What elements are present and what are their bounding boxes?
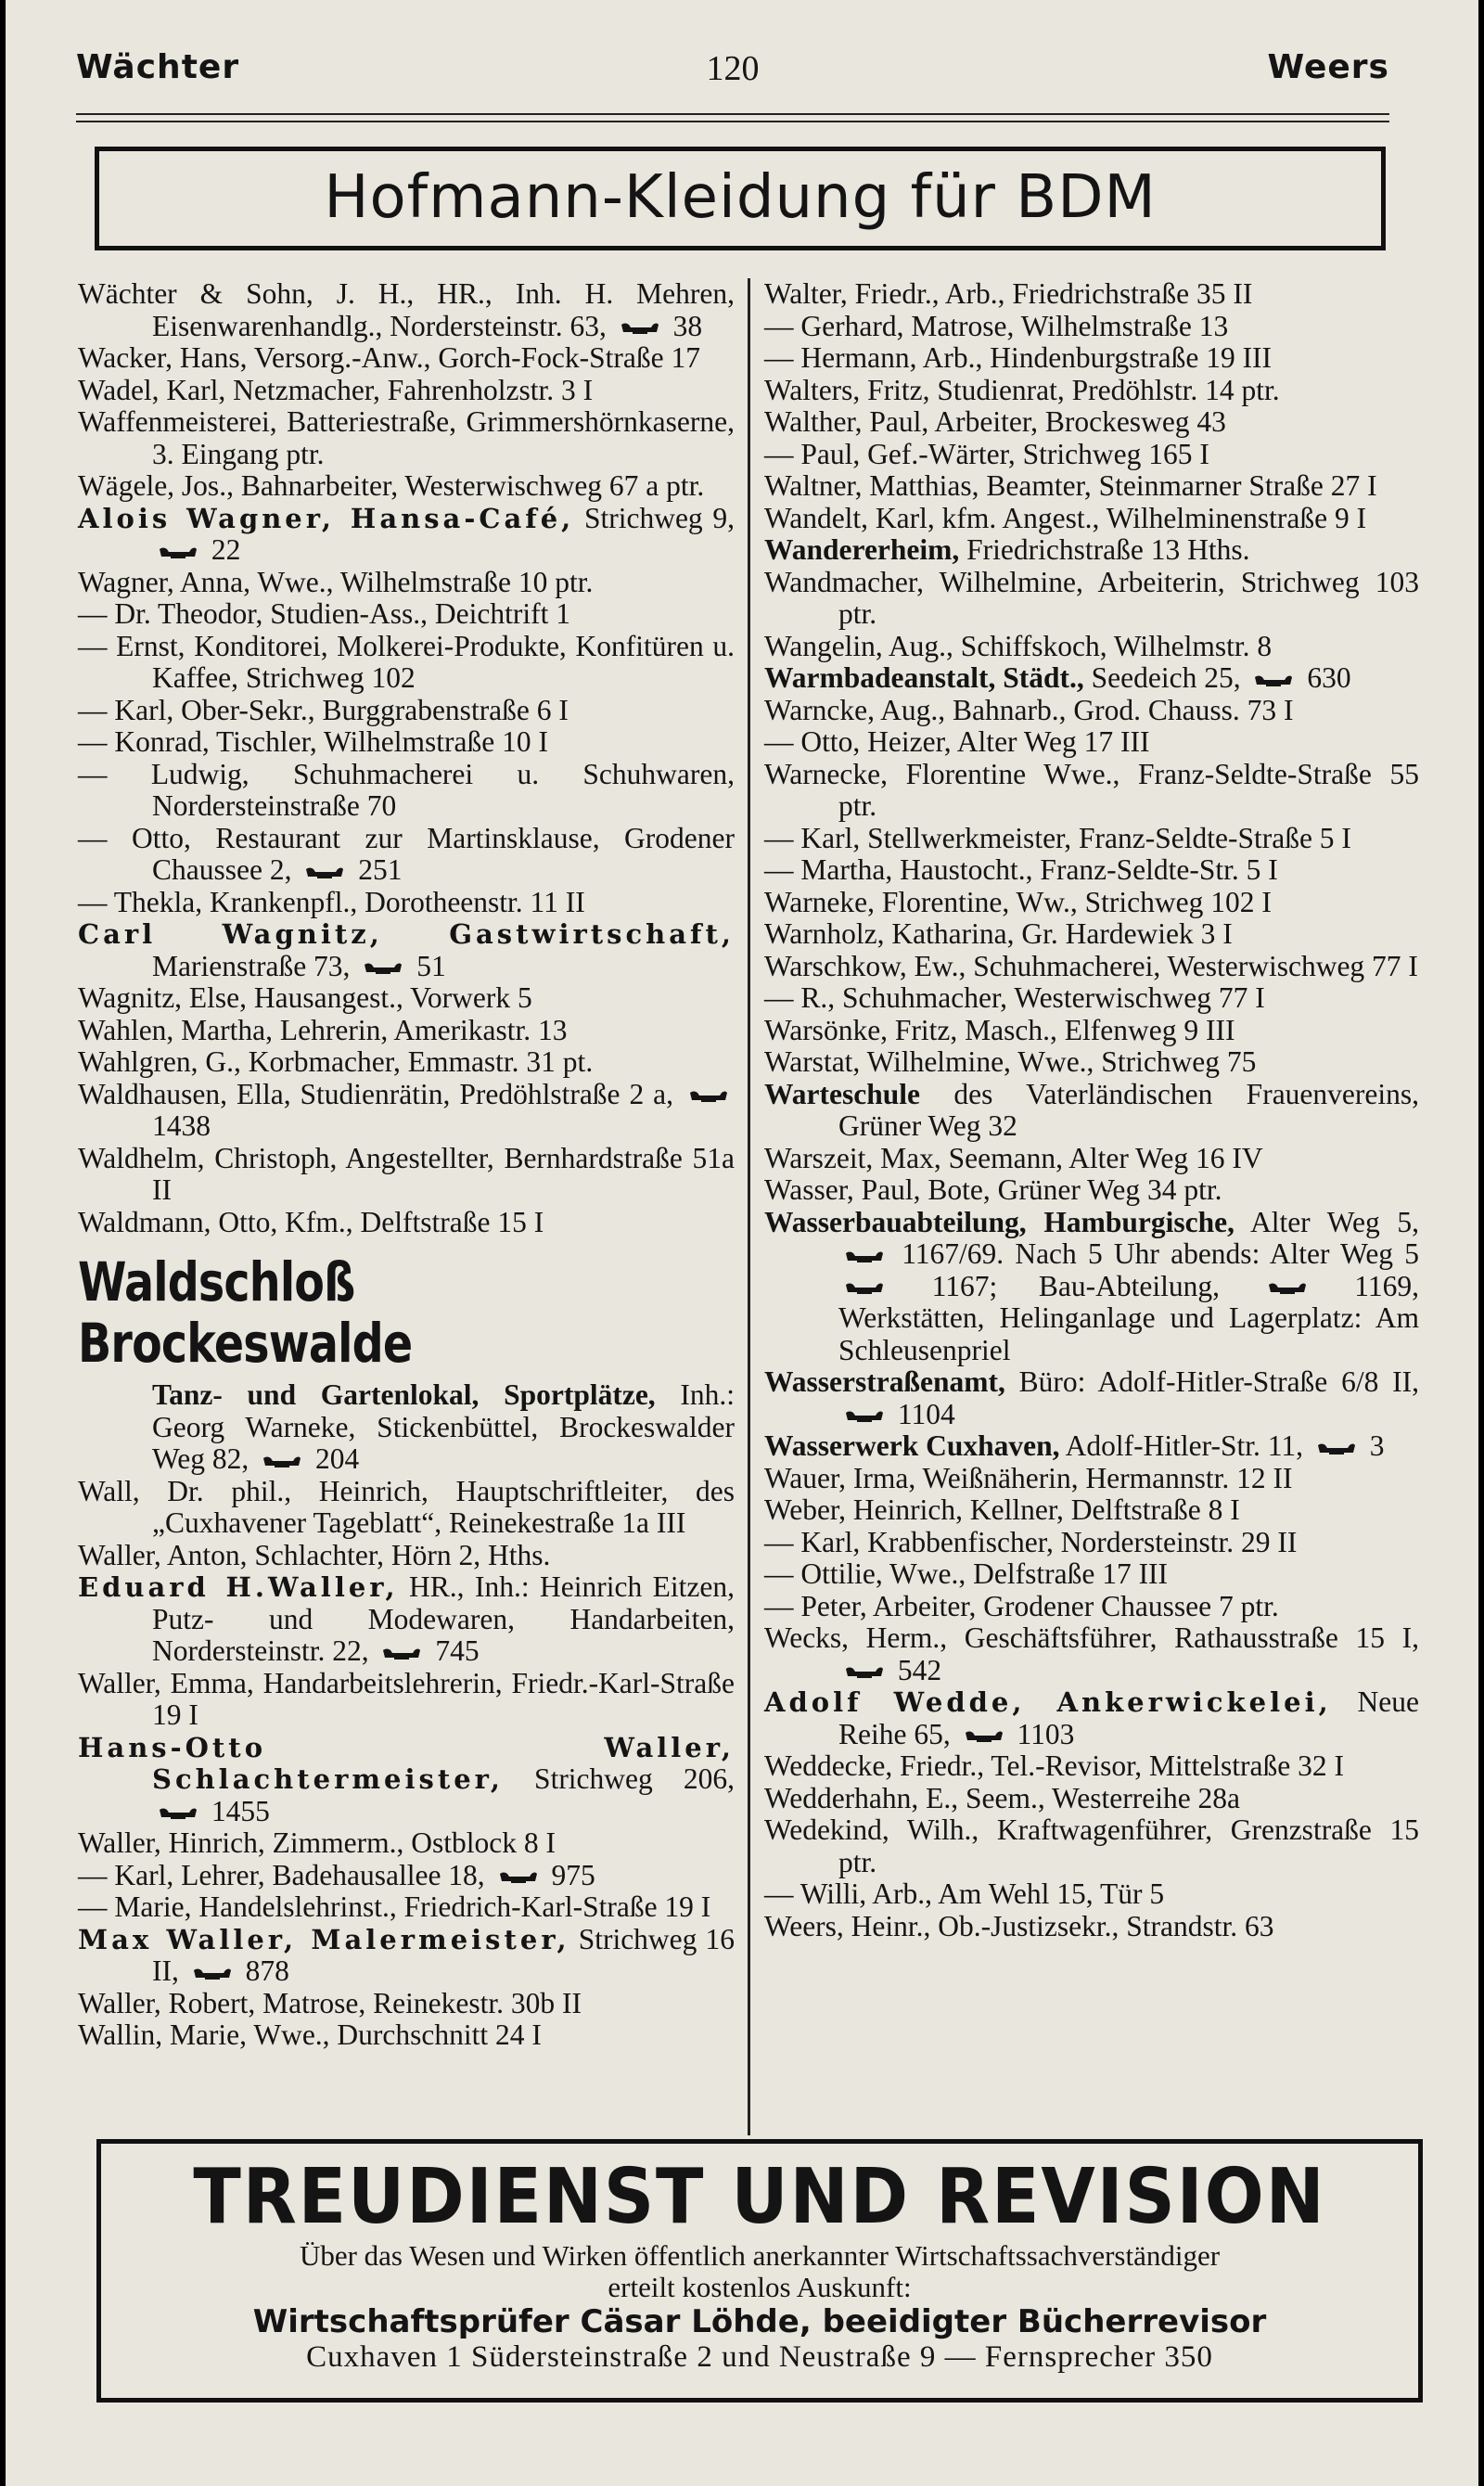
directory-entry: [764, 534, 1419, 567]
entry-text: — Karl, Krabbenfischer, Nordersteinstr. 29 II: [764, 1525, 1298, 1558]
entry-text: Wägele, Jos., Bahnarbeiter, Westerwischweg 67 a ptr.: [78, 469, 705, 502]
entry-text: Adolf-Hitler-Str. 11, 3: [1065, 1429, 1385, 1462]
entry-text: Walters, Fritz, Studienrat, Predöhlstr. 14 ptr.: [764, 373, 1280, 406]
entry-text: Marienstraße 73, 51: [152, 949, 446, 982]
directory-entry: [78, 1827, 735, 1860]
entry-name: Hans-Otto Waller, Schlachtermeister,: [78, 1731, 735, 1795]
entry-text: Weddecke, Friedr., Tel.-Revisor, Mittelstraße 32 I: [764, 1749, 1345, 1782]
entry-text: HR., Inh.: Heinrich Eitzen, Putz- und Modewaren, Handarbeiten, Nordersteinstr. 22, 745: [152, 1570, 735, 1667]
telephone-icon: [381, 1647, 422, 1661]
entry-name: Wandererheim,: [764, 533, 960, 566]
telephone-icon: [844, 1409, 885, 1424]
telephone-icon: [363, 961, 403, 976]
entry-text: Waller, Emma, Handarbeitslehrerin, Friedr.-Karl-Straße 19 I: [78, 1666, 735, 1731]
directory-entry: [764, 375, 1419, 407]
telephone-icon: [844, 1281, 885, 1296]
telephone-icon: [1253, 673, 1294, 688]
entry-text: Warschkow, Ew., Schuhmacherei, Westerwischweg 77 I: [764, 949, 1418, 982]
directory-entry: [764, 695, 1419, 727]
entry-text: Waldmann, Otto, Kfm., Delftstraße 15 I: [78, 1205, 544, 1238]
directory-entry: [764, 631, 1419, 663]
page-header: [76, 48, 1389, 95]
directory-entry: [78, 823, 735, 887]
entry-name: Max Waller, Malermeister,: [78, 1923, 570, 1955]
directory-entry: [78, 1988, 735, 2020]
entry-text: — Ernst, Konditorei, Molkerei-Produkte, Konfitüren u. Kaffee, Strichweg 102: [78, 629, 735, 694]
entry-text: Wall, Dr. phil., Heinrich, Hauptschriftleiter, des „Cuxhavener Tageblatt“, Reinekestraße 1a III: [78, 1474, 735, 1539]
telephone-icon: [844, 1249, 885, 1264]
directory-entry: [764, 823, 1419, 855]
directory-entry: [78, 695, 735, 727]
entry-name: Wasserstraßenamt,: [764, 1365, 1005, 1398]
directory-entry: [78, 1046, 735, 1079]
directory-entry: [764, 1015, 1419, 1047]
entry-text: — Karl, Stellwerkmeister, Franz-Seldte-Straße 5 I: [764, 821, 1351, 854]
directory-page: [6, 0, 1478, 2486]
entry-text: — R., Schuhmacher, Westerwischweg 77 I: [764, 981, 1265, 1014]
entry-text: — Ludwig, Schuhmacherei u. Schuhwaren, Nordersteinstraße 70: [78, 757, 735, 822]
directory-entry: [764, 1591, 1419, 1623]
column-divider: [748, 278, 750, 2135]
entry-text: Warnholz, Katharina, Gr. Hardewiek 3 I: [764, 917, 1233, 950]
entry-text: Wallin, Marie, Wwe., Durchschnitt 24 I: [78, 2018, 542, 2051]
right-column: [764, 278, 1419, 1942]
entry-text: Waller, Hinrich, Zimmerm., Ostblock 8 I: [78, 1826, 556, 1859]
entry-text: — Hermann, Arb., Hindenburgstraße 19 III: [764, 341, 1273, 374]
directory-entry: [78, 631, 735, 695]
directory-entry: [78, 1379, 735, 1476]
entry-name: Eduard H.Waller,: [78, 1571, 399, 1603]
directory-entry: [78, 1732, 735, 1828]
directory-entry: [764, 1814, 1419, 1878]
directory-entry: [764, 567, 1419, 631]
directory-entry: [764, 470, 1419, 503]
directory-entry: [78, 1860, 735, 1892]
telephone-icon: [620, 321, 660, 336]
entry-text: Wecks, Herm., Geschäftsführer, Rathausstraße 15 I, 542: [764, 1621, 1419, 1686]
entry-text: Wagner, Anna, Wwe., Wilhelmstraße 10 ptr.: [78, 565, 594, 598]
entry-name: Wasserwerk Cuxhaven,: [764, 1429, 1060, 1462]
telephone-icon: [158, 545, 198, 560]
telephone-icon: [1267, 1281, 1308, 1296]
directory-entry: [78, 759, 735, 823]
entry-text: Walter, Friedr., Arb., Friedrichstraße 35 II: [764, 277, 1253, 310]
entry-text: Walther, Paul, Arbeiter, Brockesweg 43: [764, 405, 1226, 438]
directory-entry: [78, 726, 735, 759]
directory-entry: [78, 278, 735, 342]
entry-name: Warmbadeanstalt, Städt.,: [764, 661, 1084, 694]
entry-text: Wandelt, Karl, kfm. Angest., Wilhelminenstraße 9 I: [764, 501, 1367, 534]
directory-entry: [78, 406, 735, 470]
entry-name: Warteschule: [764, 1077, 920, 1110]
entry-text: Wacker, Hans, Versorg.-Anw., Gorch-Fock-Straße 17: [78, 341, 700, 374]
directory-entry: [764, 311, 1419, 343]
entry-text: Weber, Heinrich, Kellner, Delftstraße 8 I: [764, 1493, 1240, 1526]
entry-text: Wagnitz, Else, Hausangest., Vorwerk 5: [78, 981, 532, 1014]
entry-text: — Peter, Arbeiter, Grodener Chaussee 7 ptr.: [764, 1589, 1279, 1622]
directory-entry: [78, 342, 735, 375]
entry-text: — Ottilie, Wwe., Delfstraße 17 III: [764, 1557, 1169, 1590]
directory-entry: [764, 1207, 1419, 1367]
entry-text: Waltner, Matthias, Beamter, Steinmarner Straße 27 I: [764, 469, 1377, 502]
entry-text: — Thekla, Krankenpfl., Dorotheenstr. 11 II: [78, 885, 585, 918]
directory-entry: [764, 854, 1419, 887]
directory-entry: [764, 503, 1419, 535]
entry-name: Wasserbauabteilung, Hamburgische,: [764, 1205, 1235, 1238]
directory-entry: [78, 1015, 735, 1047]
directory-entry: [764, 278, 1419, 311]
bottom-advertisement: [96, 2139, 1423, 2403]
entry-text: Waldhelm, Christoph, Angestellter, Bernhardstraße 51a II: [78, 1141, 735, 1206]
entry-text: — Martha, Haustocht., Franz-Seldte-Str. 5 I: [764, 853, 1278, 886]
entry-text: Wandmacher, Wilhelmine, Arbeiterin, Strichweg 103 ptr.: [764, 565, 1419, 630]
entry-text: — Otto, Restaurant zur Martinsklause, Grodener Chaussee 2, 251: [78, 821, 735, 886]
directory-entry: [78, 1571, 735, 1668]
directory-entry: [764, 1046, 1419, 1079]
entry-text: Wedekind, Wilh., Kraftwagenführer, Grenzstraße 15 ptr.: [764, 1813, 1419, 1878]
entry-name: Adolf Wedde, Ankerwickelei,: [764, 1686, 1332, 1718]
entry-text: Wasser, Paul, Bote, Grüner Weg 34 ptr.: [764, 1173, 1222, 1206]
ad-line: Über das Wesen und Wirken öffentlich anerkannter Wirtschaftssachverständiger: [299, 2239, 1221, 2272]
ad-address: Cuxhaven 1 Südersteinstraße 2 und Neustraße 9 — Fernsprecher 350: [306, 2340, 1213, 2374]
telephone-icon: [688, 1089, 729, 1104]
entry-text: Wauer, Irma, Weißnäherin, Hermannstr. 12 II: [764, 1461, 1293, 1494]
directory-entry: [764, 759, 1419, 823]
telephone-icon: [498, 1870, 539, 1885]
page-number: 120: [706, 49, 760, 88]
directory-entry: [764, 887, 1419, 919]
entry-text: Waller, Robert, Matrose, Reinekestr. 30b II: [78, 1986, 582, 2019]
directory-entry: [78, 1540, 735, 1572]
directory-entry: [764, 439, 1419, 471]
entry-text: Wahlen, Martha, Lehrerin, Amerikastr. 13: [78, 1013, 568, 1046]
directory-entry: [78, 918, 735, 982]
directory-entry: [764, 1079, 1419, 1143]
business-logo: Waldschloß Brockeswalde: [78, 1250, 413, 1375]
ad-contact: Wirtschaftsprüfer Cäsar Löhde, beeidigter Bücherrevisor: [252, 2303, 1267, 2340]
header-first-name: Wächter: [76, 48, 240, 86]
telephone-icon: [964, 1729, 1004, 1744]
top-advertisement: Hofmann-Kleidung für BDM: [95, 147, 1386, 250]
header-last-name: Weers: [1267, 48, 1389, 86]
entry-text: Warstat, Wilhelmine, Wwe., Strichweg 75: [764, 1045, 1257, 1078]
directory-entry: [764, 1143, 1419, 1175]
header-rule: [76, 121, 1389, 122]
entry-text: — Karl, Ober-Sekr., Burggrabenstraße 6 I: [78, 693, 569, 726]
directory-entry: [78, 470, 735, 503]
ad-title: TREUDIENST UND REVISION: [193, 2153, 1326, 2241]
entry-text: — Paul, Gef.-Wärter, Strichweg 165 I: [764, 437, 1209, 470]
directory-entry: [764, 1686, 1419, 1750]
entry-text: Wangelin, Aug., Schiffskoch, Wilhelmstr. 8: [764, 629, 1273, 662]
left-column: [78, 278, 735, 2052]
entry-text: Wadel, Karl, Netzmacher, Fahrenholzstr. 3 I: [78, 373, 594, 406]
entry-text: des Vaterländischen Frauenvereins, Grüner Weg 32: [838, 1077, 1419, 1142]
directory-entry: [78, 375, 735, 407]
directory-entry: [764, 1430, 1419, 1463]
directory-entry: [78, 1207, 735, 1239]
telephone-icon: [844, 1665, 885, 1680]
telephone-icon: [158, 1806, 198, 1821]
entry-text: Inh.: Georg Warneke, Stickenbüttel, Brockeswalder Weg 82, 204: [152, 1378, 735, 1475]
directory-entry: [764, 342, 1419, 375]
ad-line: erteilt kostenlos Auskunft:: [608, 2271, 912, 2303]
entry-text: Wächter & Sohn, J. H., HR., Inh. H. Mehren, Eisenwarenhandlg., Nordersteinstr. 63, 38: [78, 277, 735, 342]
directory-entry: [764, 1463, 1419, 1495]
entry-text: Warnecke, Florentine Wwe., Franz-Seldte-Straße 55 ptr.: [764, 757, 1419, 822]
directory-entry: [764, 1750, 1419, 1783]
header-rule: [76, 113, 1389, 115]
entry-name: Tanz- und Gartenlokal, Sportplätze,: [152, 1378, 656, 1411]
entry-text: Warneke, Florentine, Ww., Strichweg 102 I: [764, 885, 1272, 918]
entry-text: Warncke, Aug., Bahnarb., Grod. Chauss. 73 I: [764, 693, 1294, 726]
entry-text: Seedeich 25, 630: [1091, 661, 1351, 694]
directory-entry: [764, 1494, 1419, 1527]
directory-entry: [764, 1366, 1419, 1430]
entry-text: Wedderhahn, E., Seem., Westerreihe 28a: [764, 1781, 1241, 1814]
entry-text: Büro: Adolf-Hitler-Straße 6/8 II, 1104: [838, 1365, 1419, 1430]
directory-entry: [764, 951, 1419, 983]
entry-text: Alter Weg 5, 1167/69. Nach 5 Uhr abends: Alter Weg 5 1167; Bau-Abteilung, 1169, Werkstätten, Helinganlage und Lagerplatz: Am Schleusenpriel: [838, 1205, 1420, 1366]
directory-entry: [764, 918, 1419, 951]
directory-entry: [78, 1079, 735, 1143]
entry-text: — Konrad, Tischler, Wilhelmstraße 10 I: [78, 725, 548, 758]
directory-entry: [764, 1783, 1419, 1815]
directory-entry: [764, 1527, 1419, 1559]
entry-text: Strichweg 9, 22: [152, 502, 735, 567]
directory-entry: [764, 406, 1419, 439]
directory-entry: [78, 1668, 735, 1732]
directory-entry: [764, 662, 1419, 695]
directory-entry: [764, 1878, 1419, 1911]
entry-text: — Marie, Handelslehrinst., Friedrich-Karl-Straße 19 I: [78, 1890, 711, 1923]
directory-entry: [78, 1891, 735, 1924]
telephone-icon: [262, 1454, 302, 1469]
entry-text: Strichweg 206, 1455: [152, 1762, 735, 1827]
directory-entry: [78, 503, 735, 567]
entry-text: Wahlgren, G., Korbmacher, Emmastr. 31 pt.: [78, 1045, 594, 1078]
directory-entry: [764, 982, 1419, 1015]
telephone-icon: [192, 1967, 233, 1981]
directory-entry: [78, 598, 735, 631]
entry-text: — Dr. Theodor, Studien-Ass., Deichtrift 1: [78, 597, 570, 630]
directory-entry: [78, 1924, 735, 1988]
entry-name: Alois Wagner, Hansa-Café,: [78, 502, 575, 534]
entry-text: — Willi, Arb., Am Wehl 15, Tür 5: [764, 1877, 1165, 1910]
directory-entry: [764, 1558, 1419, 1591]
directory-entry: [78, 982, 735, 1015]
directory-entry: [764, 1174, 1419, 1207]
entry-text: Neue Reihe 65, 1103: [838, 1685, 1420, 1750]
entry-text: — Gerhard, Matrose, Wilhelmstraße 13: [764, 309, 1229, 342]
entry-text: Warszeit, Max, Seemann, Alter Weg 16 IV: [764, 1141, 1263, 1174]
entry-text: — Otto, Heizer, Alter Weg 17 III: [764, 725, 1150, 758]
directory-entry: [78, 1143, 735, 1207]
entry-text: Weers, Heinr., Ob.-Justizsekr., Strandstr. 63: [764, 1909, 1274, 1942]
directory-entry: [78, 567, 735, 599]
directory-entry: [764, 1622, 1419, 1686]
directory-entry: [764, 1911, 1419, 1943]
entry-text: Waffenmeisterei, Batteriestraße, Grimmershörnkaserne, 3. Eingang ptr.: [78, 405, 735, 470]
directory-entry: [78, 887, 735, 919]
telephone-icon: [1316, 1442, 1357, 1456]
directory-entry: [78, 2019, 735, 2052]
telephone-icon: [304, 865, 345, 880]
entry-text: Strichweg 16 II, 878: [152, 1922, 735, 1987]
entry-text: Warsönke, Fritz, Masch., Elfenweg 9 III: [764, 1013, 1235, 1046]
entry-text: Waller, Anton, Schlachter, Hörn 2, Hths.: [78, 1538, 551, 1571]
entry-text: — Karl, Lehrer, Badehausallee 18, 975: [78, 1858, 595, 1891]
directory-entry: [764, 726, 1419, 759]
entry-name: Carl Wagnitz, Gastwirtschaft,: [78, 918, 735, 950]
entry-text: Friedrichstraße 13 Hths.: [966, 533, 1250, 566]
directory-entry: [78, 1476, 735, 1540]
entry-text: Waldhausen, Ella, Studienrätin, Predöhlstraße 2 a, 1438: [78, 1078, 735, 1143]
